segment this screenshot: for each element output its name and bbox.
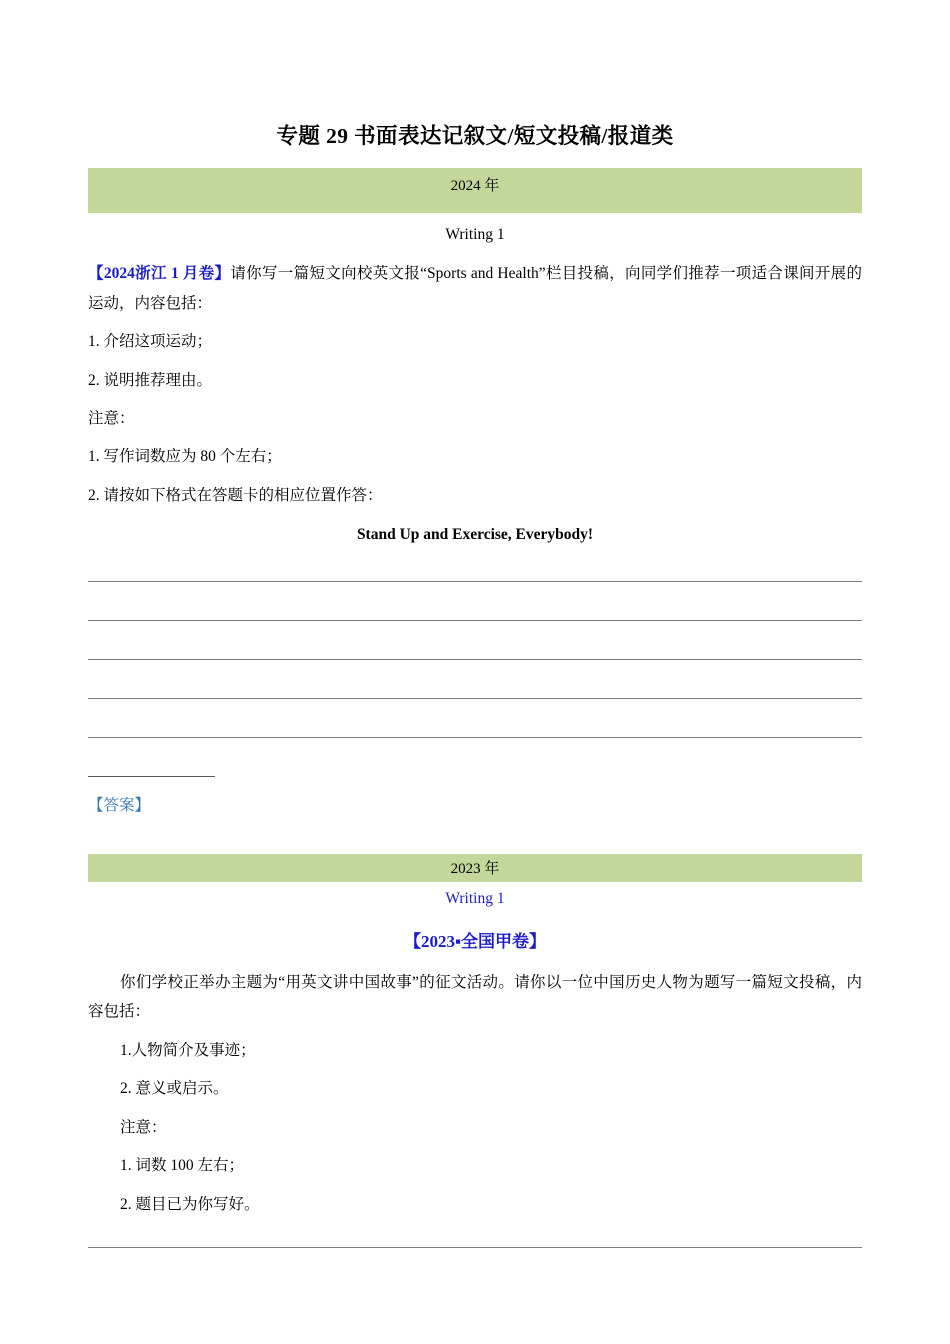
requirement-item: 2. 意义或启示。: [120, 1080, 229, 1098]
exam-source-tag-2024: 【2024浙江 1 月卷】: [88, 265, 231, 283]
requirement-item: 1.人物简介及事迹；: [120, 1041, 256, 1059]
page-title: 专题 29 书面表达记叙文/短文投稿/报道类: [276, 124, 674, 148]
essay-title-2024: Stand Up and Exercise, Everybody!: [356, 526, 594, 544]
year-banner-2024: 2024 年: [88, 168, 862, 213]
notice-item: 2. 题目已为你写好。: [120, 1195, 260, 1213]
notice-label-2024: 注意：: [88, 410, 135, 428]
notice-item: 1. 写作词数应为 80 个左右；: [88, 448, 282, 466]
answer-rule: [88, 1247, 862, 1248]
section-2024: [88, 168, 862, 818]
writing-heading-2023: Writing 1: [445, 890, 505, 908]
notice-item: 1. 词数 100 左右；: [120, 1157, 245, 1175]
section-spacer: [88, 818, 862, 854]
requirement-item: 1. 介绍这项运动；: [88, 333, 213, 351]
answer-lines-2024: [88, 581, 862, 777]
prompt-paragraph-2023: 你们学校正举办主题为“用英文讲中国故事”的征文活动。请你以一位中国历史人物为题写一篇短文投稿，内容包括：: [88, 973, 862, 1021]
exam-source-heading-2023: 【2023▪全国甲卷】: [403, 931, 547, 951]
document-content: [88, 0, 862, 1248]
notice-label-2023: 注意：: [120, 1118, 167, 1136]
requirement-item: 2. 说明推荐理由。: [88, 371, 213, 389]
answer-rule-gap: [88, 621, 862, 659]
answer-tag-2024: 【答案】: [88, 796, 151, 814]
answer-rule: [88, 737, 862, 738]
notice-item: 2. 请按如下格式在答题卡的相应位置作答：: [88, 486, 383, 504]
year-banner-2023: 2023 年: [88, 854, 862, 882]
writing-heading-2024: Writing 1: [445, 226, 505, 244]
answer-rule-gap: [88, 582, 862, 620]
prompt-paragraph-2024: [88, 246, 862, 318]
section-2023: [88, 854, 862, 1248]
answer-rule-gap: [88, 699, 862, 737]
prompt-body-2024: 请你写一篇短文向校英文报“Sports and Health”栏目投稿，向同学们推荐一项适合课间开展的运动，内容包括：: [88, 265, 862, 312]
answer-rule-gap: [88, 660, 862, 698]
